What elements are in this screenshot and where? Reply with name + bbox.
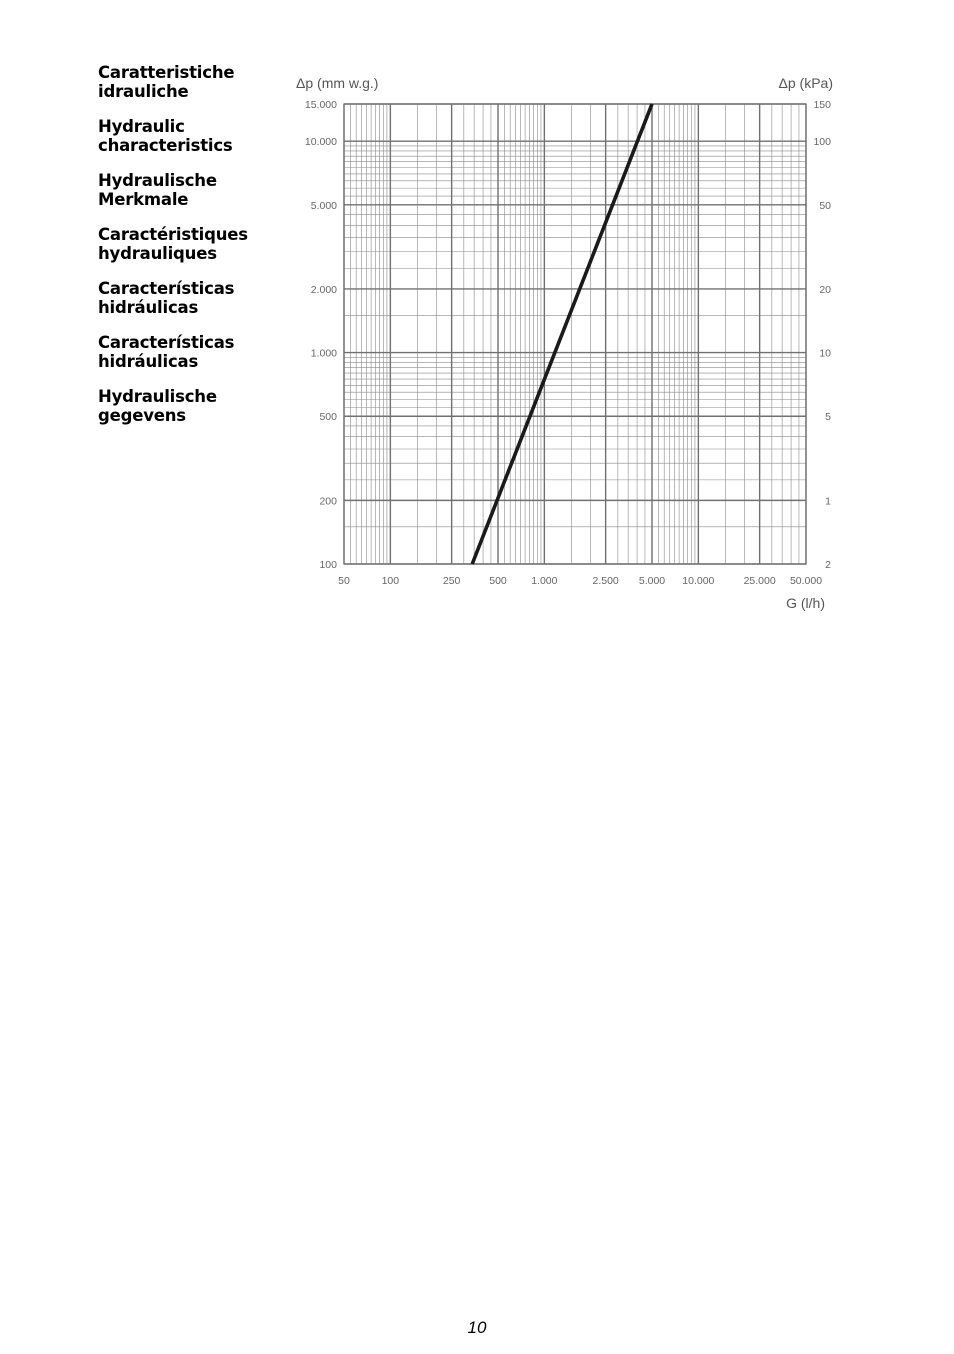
title-french: Caractéristiques hydrauliques: [98, 225, 248, 263]
y-tick-label-right: 10: [819, 347, 831, 360]
tick-labels: [305, 99, 831, 587]
chart-svg: [0, 0, 954, 640]
page-number: 10: [467, 1318, 487, 1337]
title-italian: Caratteristiche idrauliche: [98, 63, 235, 101]
y-tick-label-right: 100: [813, 136, 831, 149]
y-tick-label-right: 50: [819, 199, 831, 212]
title-english: Hydraulic characteristics: [98, 117, 233, 155]
y-tick-label-left: 15.000: [304, 99, 337, 111]
title-spanish: Características hidráulicas: [98, 279, 235, 317]
x-axis-title: G (l/h): [786, 595, 825, 611]
y-tick-label-left: 100: [319, 559, 337, 571]
x-tick-label: 50: [338, 575, 350, 587]
hydraulic-chart: [0, 0, 954, 640]
y-tick-label-left: 5.000: [310, 199, 337, 212]
x-tick-label: 500: [489, 575, 507, 587]
y-tick-label-left: 10.000: [304, 136, 337, 149]
x-tick-label: 50.000: [789, 575, 823, 587]
x-tick-label: 10.000: [682, 575, 715, 587]
y-tick-label-left: 500: [319, 411, 337, 424]
y-tick-label-left: 2.000: [310, 283, 337, 296]
y-tick-label-right: 5: [825, 411, 831, 424]
grid: [344, 104, 806, 564]
y-axis-title-right: Δp (kPa): [778, 75, 833, 91]
x-tick-label: 100: [381, 575, 400, 587]
y-tick-label-right: 150: [813, 99, 831, 111]
y-axis-title-left: Δp (mm w.g.): [296, 75, 379, 91]
series-line: [472, 104, 652, 564]
y-tick-label-right: 2: [825, 559, 831, 571]
series: [472, 104, 652, 564]
x-tick-label: 5.000: [638, 575, 666, 587]
y-tick-label-left: 1.000: [310, 347, 337, 360]
title-german: Hydraulische Merkmale: [98, 171, 217, 209]
y-tick-label-left: 200: [319, 495, 337, 508]
x-tick-label: 250: [442, 575, 461, 587]
y-tick-label-right: 1: [825, 495, 831, 508]
plot-frame: [344, 104, 806, 564]
title-portuguese: Características hidráulicas: [98, 333, 235, 371]
x-tick-label: 2.500: [592, 575, 619, 587]
x-tick-label: 25.000: [743, 575, 776, 587]
title-dutch: Hydraulische gegevens: [98, 387, 217, 425]
y-tick-label-right: 20: [819, 283, 831, 296]
x-tick-label: 1.000: [531, 575, 558, 587]
